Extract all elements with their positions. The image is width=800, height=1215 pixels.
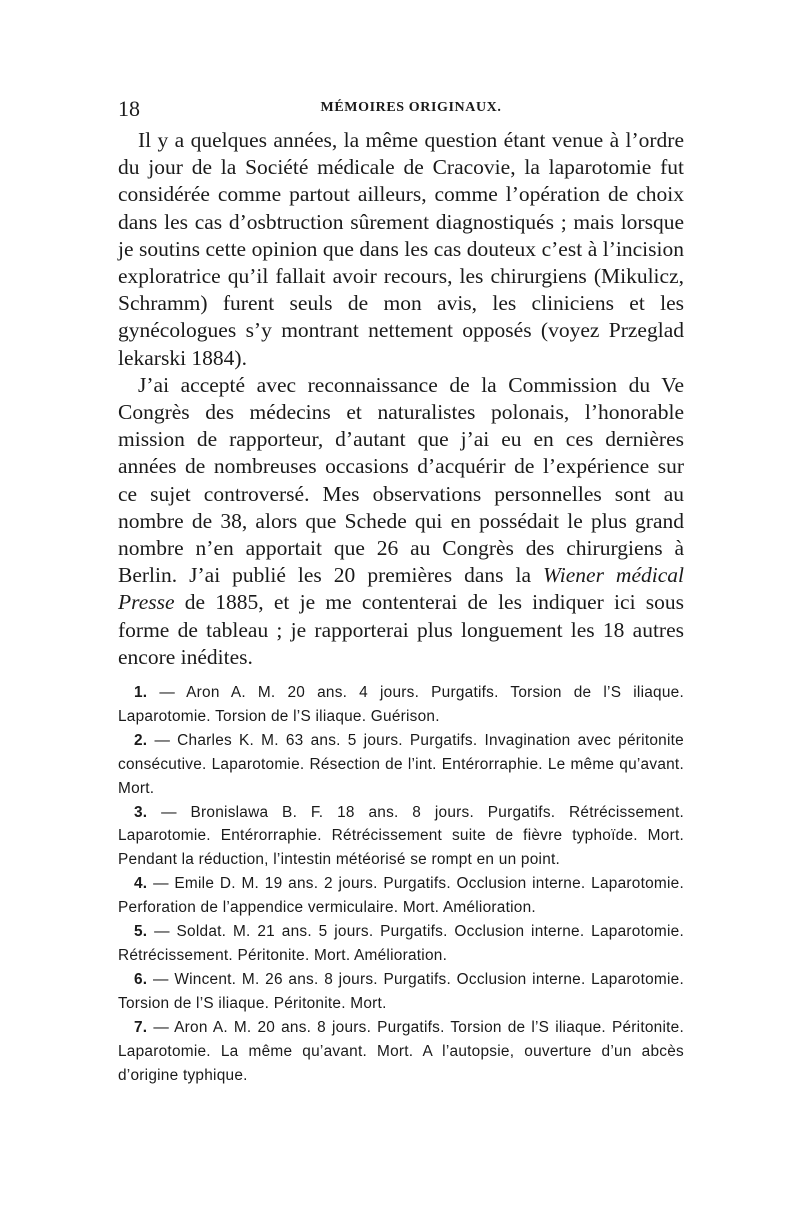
case-text: — Bronislawa B. F. 18 ans. 8 jours. Purgatifs. Rétrécissement. Laparotomie. Entérorraphie. Rétrécissement suite de fièvre typhoïde. Mort. Pendant la réduction, l’intestin météorisé se rompt en un point. <box>118 803 684 869</box>
paragraph-2-text-before: J’ai accepté avec reconnaissance de la Commission du Ve Congrès des médecins et naturalistes polonais, l’honorable mission de rapporteur, d’autant que j’ai eu en ces dernières années de nombreuses occasions d’acquérir de l’expérience sur ce sujet controversé. Mes observations personnelles sont au nombre de 38, alors que Schede qui en possédait le plus grand nombre n’en apportait que 26 au Congrès des chirurgiens à Berlin. J’ai publié les 20 premières dans la <box>118 372 684 588</box>
case-text: — Charles K. M. 63 ans. 5 jours. Purgatifs. Invagination avec péritonite consécutive. Laparotomie. Résection de l’int. Entérorraphie. Le même qu’avant. Mort. <box>118 731 684 797</box>
case-entry <box>118 729 684 801</box>
case-list <box>118 681 684 1087</box>
case-number: 2. <box>134 731 148 749</box>
case-text: — Aron A. M. 20 ans. 8 jours. Purgatifs. Torsion de l’S iliaque. Péritonite. Laparotomie. La même qu’avant. Mort. A l’autopsie, ouverture d’un abcès d’origine typhique. <box>118 1018 685 1084</box>
case-entry <box>118 1016 684 1088</box>
case-entry <box>118 920 684 968</box>
case-number: 5. <box>134 923 148 941</box>
case-entry <box>118 801 684 873</box>
page-number: 18 <box>118 96 140 121</box>
case-entry <box>118 872 684 920</box>
body-text <box>118 127 684 671</box>
paragraph-2 <box>118 372 684 671</box>
case-number: 1. <box>134 684 148 701</box>
page-header <box>118 96 684 122</box>
case-entry <box>118 681 684 729</box>
journal-title: Wiener médical Presse <box>118 563 684 615</box>
case-number: 3. <box>134 803 148 821</box>
case-text: — Aron A. M. 20 ans. 4 jours. Purgatifs. Torsion de l’S iliaque. Laparotomie. Torsion de l’S iliaque. Guérison. <box>118 684 684 725</box>
case-number: 7. <box>134 1018 148 1036</box>
case-text: — Soldat. M. 21 ans. 5 jours. Purgatifs. Occlusion interne. Laparotomie. Rétrécissement. Péritonite. Mort. Amélioration. <box>118 923 684 964</box>
case-text: — Wincent. M. 26 ans. 8 jours. Purgatifs. Occlusion interne. Laparotomie. Torsion de l’S iliaque. Péritonite. Mort. <box>118 970 684 1012</box>
case-entry <box>118 968 684 1016</box>
case-number: 4. <box>134 875 148 893</box>
case-text: — Emile D. M. 19 ans. 2 jours. Purgatifs. Occlusion interne. Laparotomie. Perforation de l’appendice vermiculaire. Mort. Amélioration. <box>118 875 684 917</box>
case-number: 6. <box>134 970 148 988</box>
running-head: MÉMOIRES ORIGINAUX. <box>320 100 502 115</box>
paragraph-2-text-after: de 1885, et je me contenterai de les indiquer ici sous forme de tableau ; je rapporterai plus longuement les 18 autres encore inédites. <box>118 590 684 669</box>
paragraph-1: Il y a quelques années, la même question étant venue à l’ordre du jour de la Société médicale de Cracovie, la laparotomie fut considérée comme partout ailleurs, comme l’opération de choix dans les cas d’osbtruction sûrement diagnostiqués ; mais lorsque je soutins cette opinion que dans les cas douteux c’est à l’incision exploratrice qu’il fallait avoir recours, les chirurgiens (Mikulicz, Schramm) furent seuls de mon avis, les cliniciens et les gynécologues s’y montrant nettement opposés (voyez Przeglad lekarski 1884). <box>118 128 684 370</box>
